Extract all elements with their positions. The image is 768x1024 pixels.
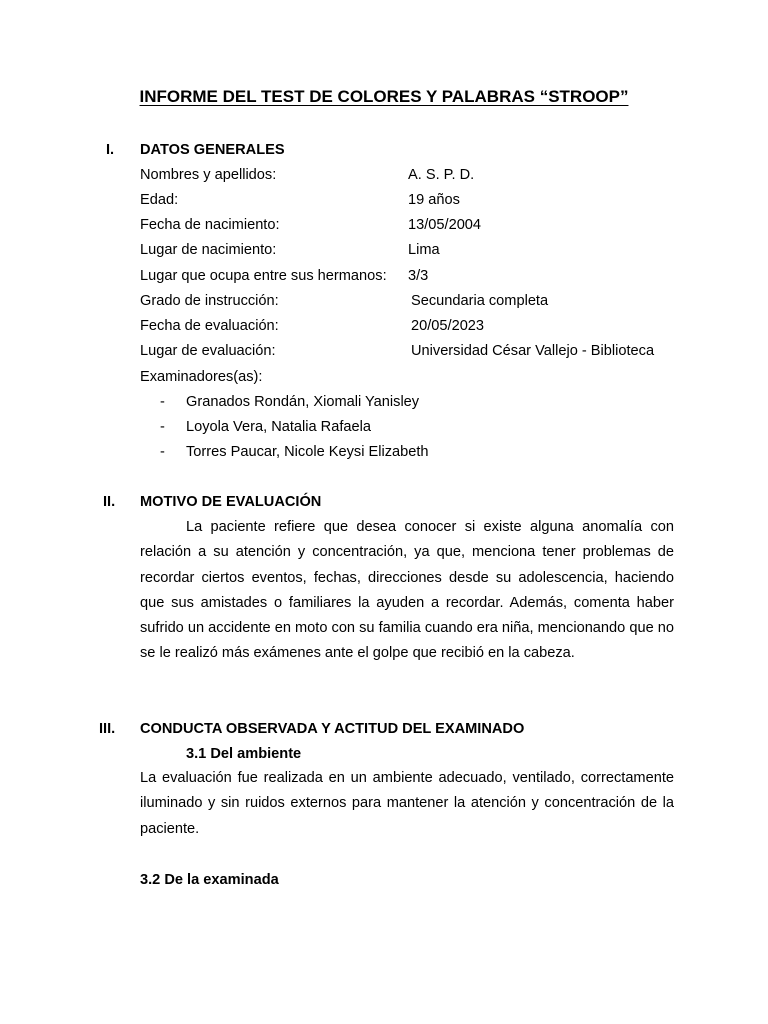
ambiente-paragraph: La evaluación fue realizada en un ambiente adecuado, ventilado, correctamente iluminado y sin ruidos externos para mantener la atención y concentración de la paciente. — [140, 770, 674, 837]
label-edad: Edad: — [140, 192, 179, 208]
value-edad: 19 años — [408, 192, 460, 208]
value-lugar-nacimiento: Lima — [408, 242, 440, 258]
label-lugar-evaluacion: Lugar de evaluación: — [140, 343, 276, 359]
label-grado-instruccion: Grado de instrucción: — [140, 293, 279, 309]
subsection-3-1-heading: 3.1 Del ambiente — [186, 746, 302, 762]
subsection-3-2-heading: 3.2 De la examinada — [140, 872, 279, 888]
bullet-dash: - — [160, 419, 165, 435]
section-1-heading: DATOS GENERALES — [140, 142, 285, 158]
bullet-dash: - — [160, 444, 165, 460]
value-lugar-evaluacion: Universidad César Vallejo - Biblioteca — [411, 343, 655, 359]
label-lugar-nacimiento: Lugar de nacimiento: — [140, 242, 277, 258]
value-grado-instruccion: Secundaria completa — [411, 293, 549, 309]
document-title: INFORME DEL TEST DE COLORES Y PALABRAS “STROOP” — [139, 87, 629, 106]
examiner-name: Granados Rondán, Xiomali Yanisley — [186, 394, 420, 410]
examiner-name: Torres Paucar, Nicole Keysi Elizabeth — [186, 444, 429, 460]
section-2-heading: MOTIVO DE EVALUACIÓN — [140, 494, 322, 510]
section-3-heading: CONDUCTA OBSERVADA Y ACTITUD DEL EXAMINADO — [140, 721, 525, 737]
label-fecha-nacimiento: Fecha de nacimiento: — [140, 217, 280, 233]
label-lugar-hermanos: Lugar que ocupa entre sus hermanos: — [140, 268, 387, 284]
value-lugar-hermanos: 3/3 — [408, 268, 429, 284]
label-fecha-evaluacion: Fecha de evaluación: — [140, 318, 279, 334]
value-nombres: A. S. P. D. — [408, 167, 475, 183]
label-nombres: Nombres y apellidos: — [140, 167, 277, 183]
section-2-number: II. — [103, 494, 116, 510]
bullet-dash: - — [160, 394, 165, 410]
examiner-name: Loyola Vera, Natalia Rafaela — [186, 419, 371, 435]
label-examinadores: Examinadores(as): — [140, 369, 263, 385]
value-fecha-evaluacion: 20/05/2023 — [411, 318, 485, 334]
section-1-number: I. — [106, 142, 115, 158]
section-3-number: III. — [99, 721, 116, 737]
motivo-paragraph: La paciente refiere que desea conocer si existe alguna anomalía con relación a su atención y concentración, ya que, menciona tener problemas de recordar ciertos eventos, fechas, direcciones desde su adolescencia, haciendo que sus amistades o familiares la ayuden a recordar. Además, comenta haber sufrido un accidente en moto con su familia cuando era niña, mencionando que no se le realizó más exámenes ante el golpe que recibió en la cabeza. — [140, 519, 674, 662]
value-fecha-nacimiento: 13/05/2004 — [408, 217, 482, 233]
